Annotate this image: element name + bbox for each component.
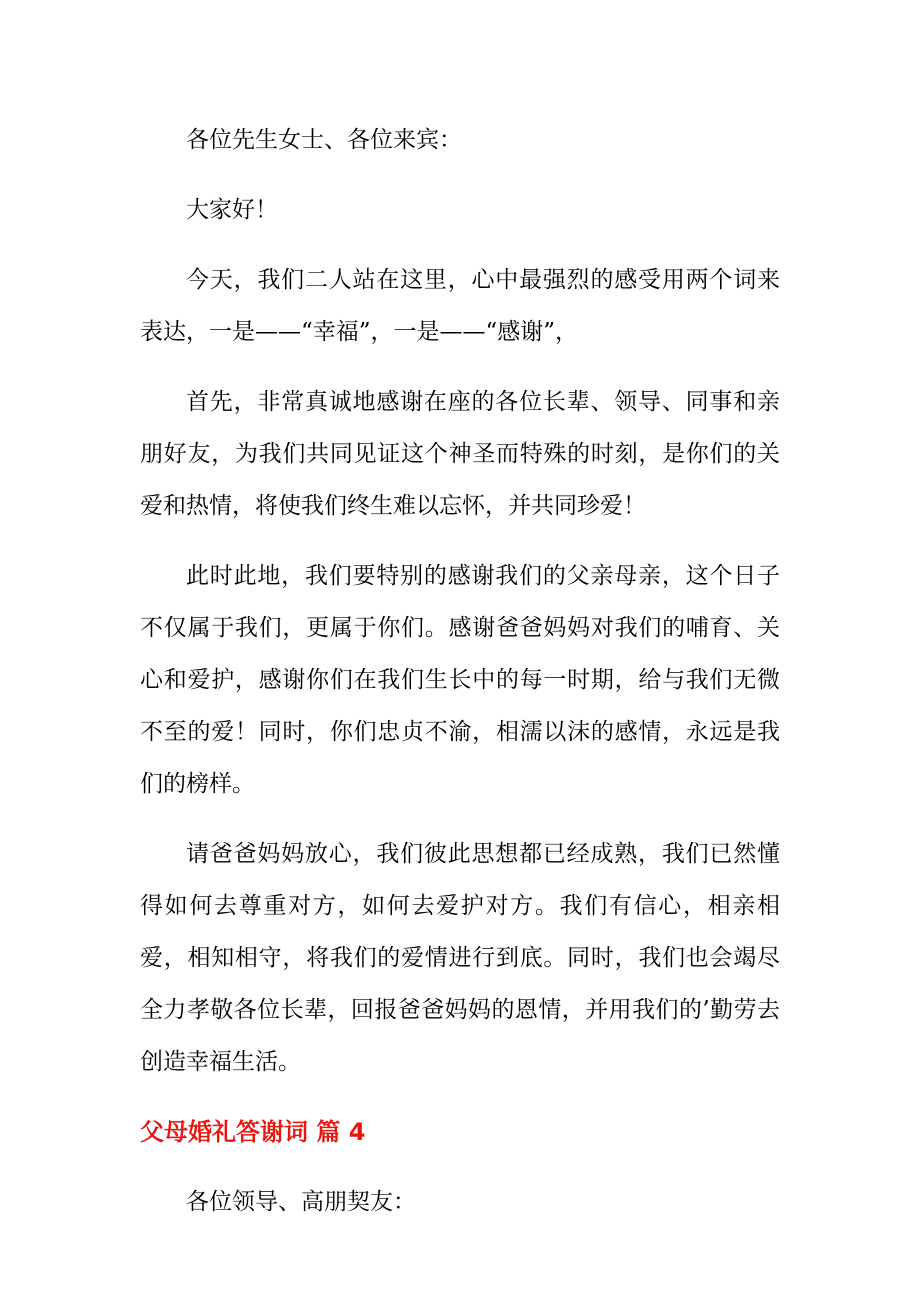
body-paragraph-feelings: 今天，我们二人站在这里，心中最强烈的感受用两个词来表达，一是——“幸福”，一是——“感谢”， (140, 267, 780, 345)
salutation-paragraph-section-4: 各位领导、高朋契友： (186, 1189, 416, 1215)
salutation-paragraph: 各位先生女士、各位来宾： (186, 127, 462, 153)
body-paragraph-thanks-guests: 首先，非常真诚地感谢在座的各位长辈、领导、同事和亲朋好友，为我们共同见证这个神圣而特殊的时刻，是你们的关爱和热情，将使我们终生难以忘怀，并共同珍爱！ (140, 389, 780, 519)
section-heading: 父母婚礼答谢词 篇 4 (140, 1118, 366, 1146)
body-paragraph-promise: 请爸爸妈妈放心，我们彼此思想都已经成熟，我们已然懂得如何去尊重对方，如何去爱护对方。我们有信心，相亲相爱，相知相守，将我们的爱情进行到底。同时，我们也会竭尽全力孝敬各位长辈，回报爸爸妈妈的恩情，并用我们的’勤劳去创造幸福生活。 (140, 841, 780, 1075)
greeting-paragraph: 大家好！ (186, 197, 278, 223)
document-body (140, 114, 780, 1246)
body-paragraph-thanks-parents: 此时此地，我们要特别的感谢我们的父亲母亲，这个日子不仅属于我们，更属于你们。感谢爸爸妈妈对我们的哺育、关心和爱护，感谢你们在我们生长中的每一时期，给与我们无微不至的爱！同时，你们忠贞不渝，相濡以沫的感情，永远是我们的榜样。 (140, 563, 780, 797)
